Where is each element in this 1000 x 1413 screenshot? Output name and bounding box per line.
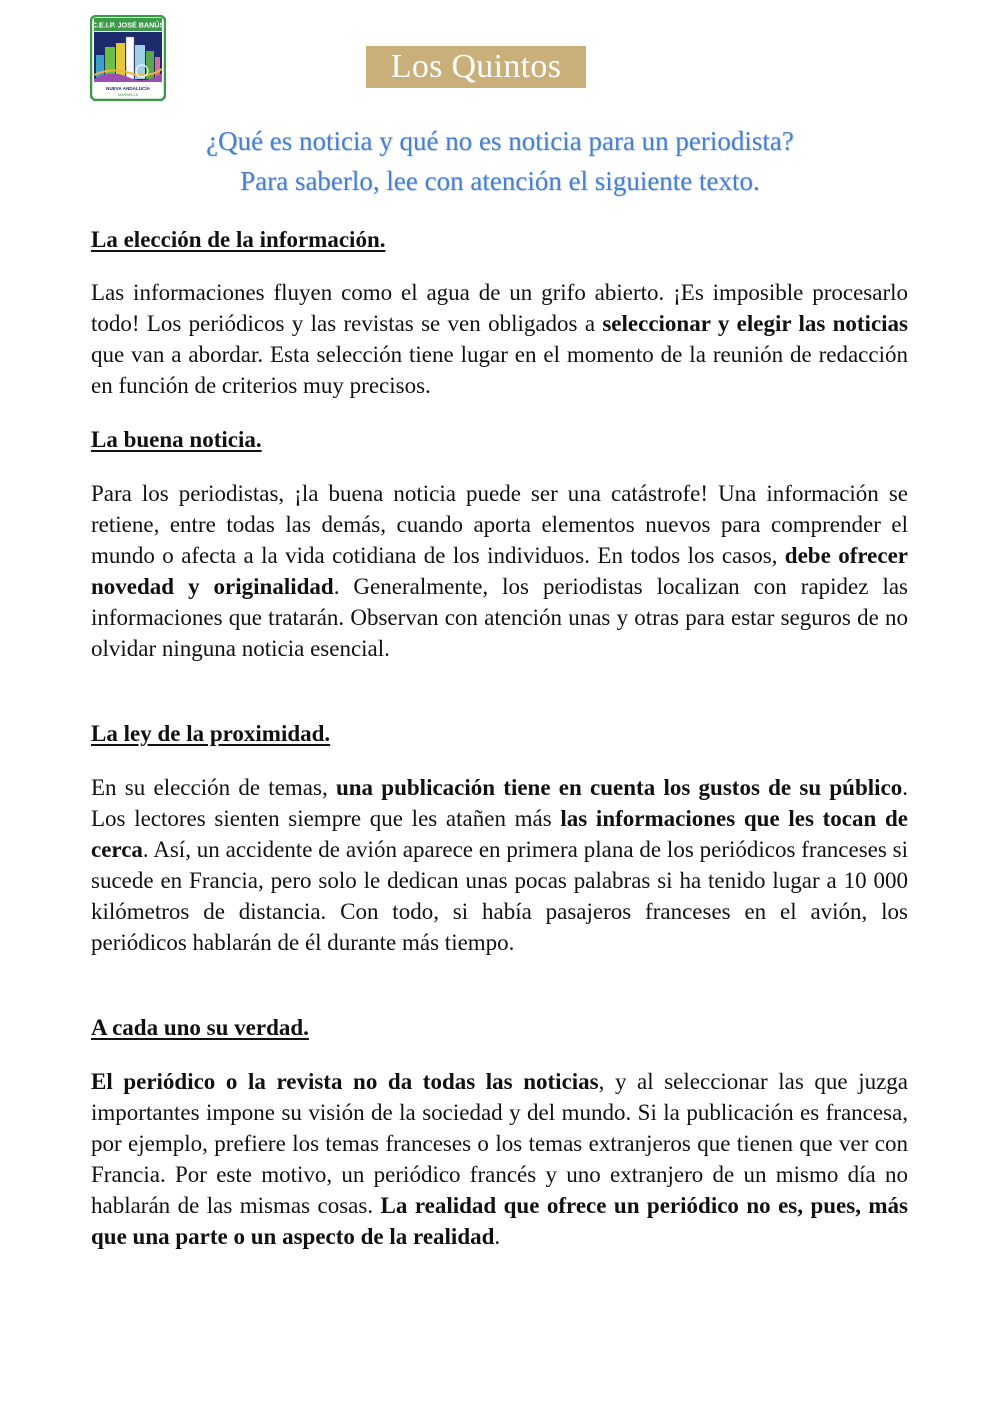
bold-text-run: las informaciones que les tocan de cerca (91, 806, 908, 862)
section-paragraph-truth (91, 1066, 908, 1252)
text-run: . (494, 1224, 501, 1249)
section-paragraph-election (91, 277, 908, 401)
section-heading-proximity: La ley de la proximidad. (91, 721, 331, 746)
section-paragraph-proximity (91, 772, 908, 958)
text-run: En su elección de temas, (91, 775, 336, 800)
bold-text-run: debe ofrecer novedad y originalidad (91, 543, 908, 599)
bold-text-run: El periódico o la revista no da todas las noticias (91, 1069, 599, 1094)
section-heading-truth: A cada uno su verdad. (91, 1015, 309, 1040)
school-crest-icon (90, 15, 166, 101)
text-run: , y al seleccionar las que juzga importantes impone su visión de la sociedad y del mundo. Si la publicación es francesa, por ejemplo, prefiere los temas franceses o los temas extranjeros que tienen que ver con Francia. Por este motivo, un periódico francés y uno extranjero de un mismo día no hablarán de las mismas cosas. (91, 1069, 908, 1218)
bold-text-run: una publicación tiene en cuenta los gustos de su público (335, 775, 903, 800)
text-run: Las informaciones fluyen como el agua de un grifo abierto. ¡Es imposible procesarlo todo! Los periódicos y las revistas se ven obligados a (91, 280, 908, 336)
title-banner (366, 46, 586, 88)
section-heading-good-news: La buena noticia. (91, 427, 262, 452)
subtitle-line-2: Para saberlo, lee con atención el siguiente texto. (240, 166, 760, 196)
text-run: que van a abordar. Esta selección tiene lugar en el momento de la reunión de redacción en función de criterios muy precisos. (91, 342, 908, 398)
logo-area: NUEVA ANDALUCÍA (106, 86, 150, 91)
school-logo (90, 15, 166, 101)
text-run: . Así, un accidente de avión aparece en primera plana de los periódicos franceses si sucede en Francia, pero solo le dedican unas pocas palabras si ha tenido lugar a 10 000 kilómetros de distancia. Con todo, si había pasajeros franceses en el avión, los periódicos hablarán de él durante más tiempo. (91, 837, 908, 955)
text-run: . Los lectores sienten siempre que les atañen más (91, 775, 908, 831)
bold-text-run: La realidad que ofrece un periódico no es, pues, más que una parte o un aspecto de la realidad (91, 1193, 909, 1249)
text-run: Para los periodistas, ¡la buena noticia puede ser una catástrofe! Una información se retiene, entre todas las demás, cuando aporta elementos nuevos para comprender el mundo o afecta a la vida cotidiana de los individuos. En todos los casos, (91, 481, 908, 568)
subtitle-line-1: ¿Qué es noticia y qué no es noticia para un periodista? (206, 126, 794, 156)
page-title: Los Quintos (390, 48, 562, 85)
section-heading-election: La elección de la información. (91, 227, 386, 252)
logo-city: MARBELLA (117, 93, 139, 97)
logo-school-name: C.E.I.P. JOSÉ BANÚS (91, 20, 165, 30)
section-paragraph-good-news (91, 478, 908, 664)
bold-text-run: seleccionar y elegir las noticias (602, 311, 908, 336)
text-run: . Generalmente, los periodistas localizan con rapidez las informaciones que tratarán. Observan con atención unas y otras para estar seguros de no olvidar ninguna noticia esencial. (91, 574, 908, 661)
